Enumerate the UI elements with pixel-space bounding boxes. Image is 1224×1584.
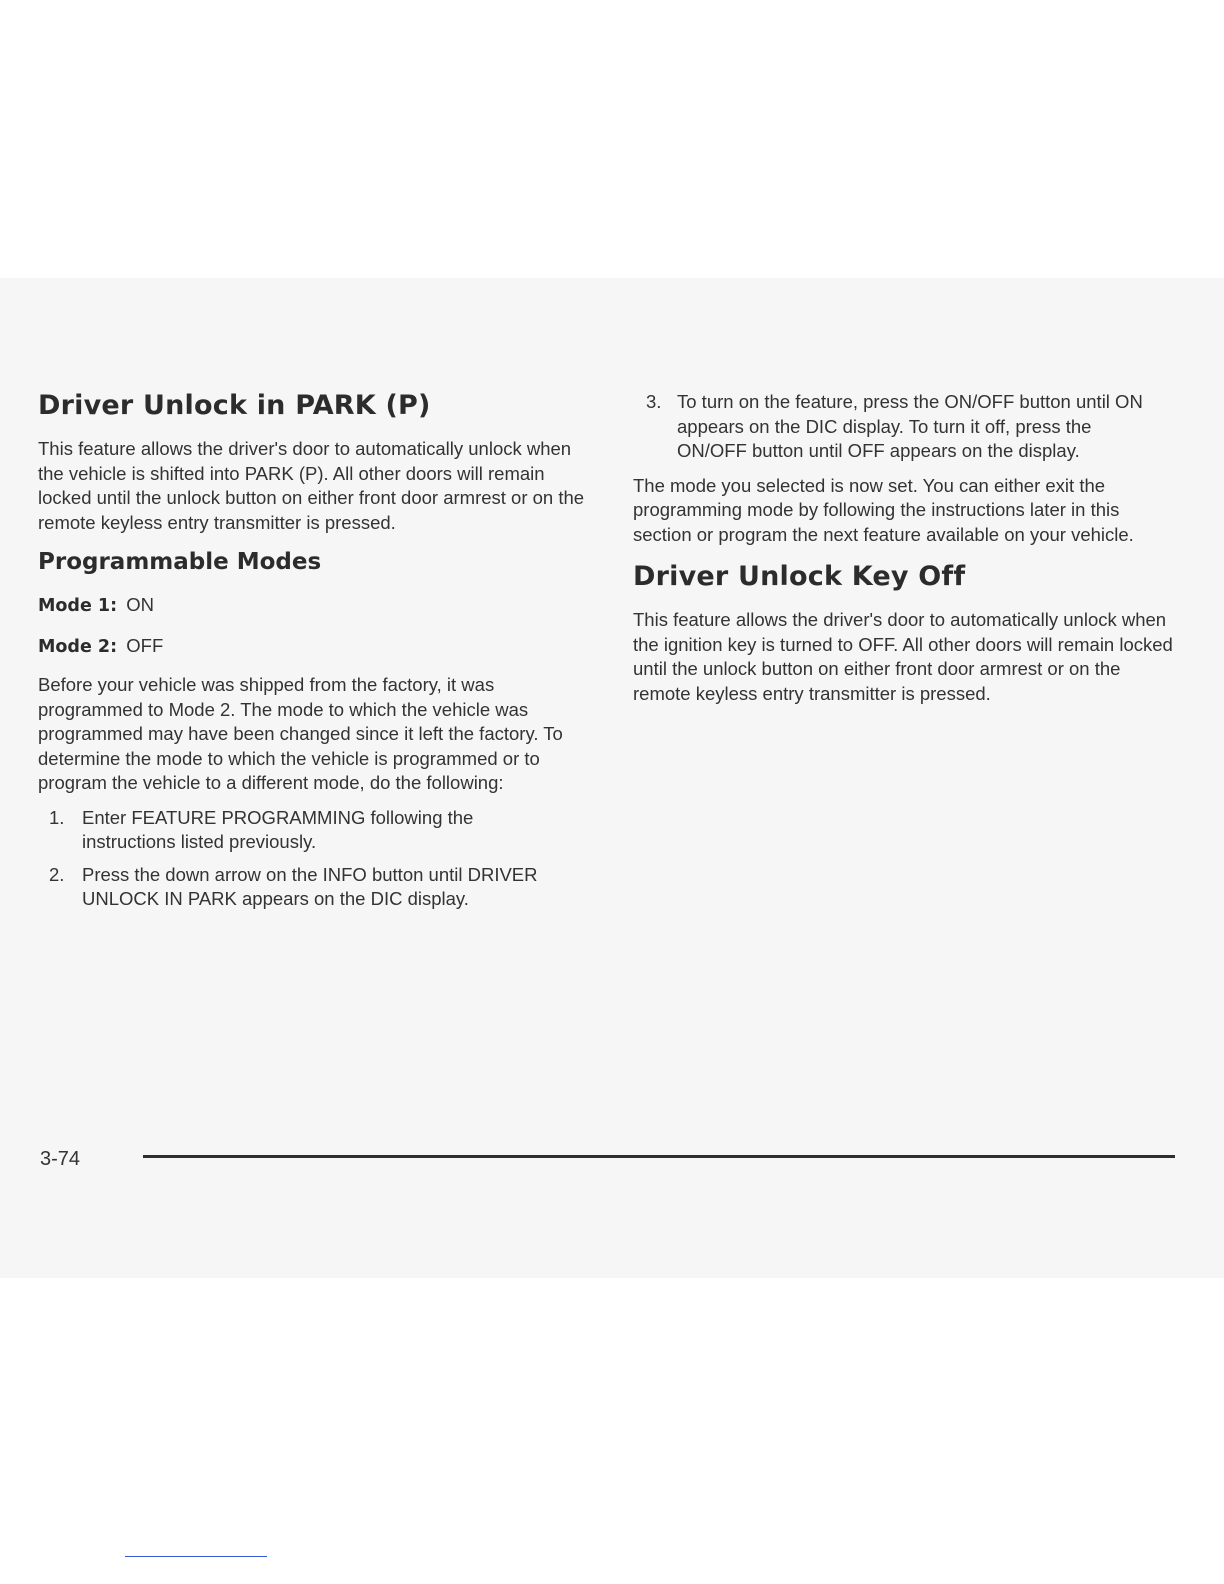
right-column [633, 390, 1181, 706]
list-item [38, 863, 558, 912]
mode-1-value: ON [126, 594, 154, 615]
mode-1-label: Mode 1: [38, 596, 118, 616]
mode-2-line [38, 634, 594, 659]
list-item [633, 390, 1153, 464]
subheading-programmable-modes: Programmable Modes [38, 549, 322, 575]
step-number: 3. [646, 391, 662, 412]
heading-driver-unlock-park: Driver Unlock in PARK (P) [38, 390, 431, 421]
steps-list-left [38, 806, 558, 912]
mode-2-label: Mode 2: [38, 637, 118, 657]
page-number: 3-74 [40, 1148, 81, 1170]
heading-driver-unlock-key-off: Driver Unlock Key Off [633, 561, 966, 592]
factory-mode-paragraph: Before your vehicle was shipped from the factory, it was programmed to Mode 2. The mode to which the vehicle was programmed may have been changed since it left the factory. To determine the mode to which the vehicle is programmed or to program the vehicle to a different mode, do the following: [38, 674, 563, 793]
intro-paragraph: This feature allows the driver's door to automatically unlock when the vehicle is shifted into PARK (P). All other doors will remain locked until the unlock button on either front door armrest or on the remote keyless entry transmitter is pressed. [38, 438, 585, 533]
step-number: 1. [49, 806, 65, 828]
left-column [38, 390, 594, 912]
list-item [38, 806, 558, 855]
step-text: To turn on the feature, press the ON/OFF button until ON appears on the DIC display. To turn it off, press the ON/OFF button until OFF appears on the display. [677, 391, 1143, 461]
mode-2-value: OFF [126, 635, 164, 656]
mode-1-line [38, 593, 594, 618]
step-text: Enter FEATURE PROGRAMMING following the instructions listed previously. [82, 806, 474, 852]
footer-divider [143, 1155, 1175, 1158]
key-off-paragraph: This feature allows the driver's door to automatically unlock when the ignition key is turned to OFF. All other doors will remain locked until the unlock button on either front door armrest or on the remote keyless entry transmitter is pressed. [633, 609, 1173, 704]
step-text: Press the down arrow on the INFO button until DRIVER UNLOCK IN PARK appears on the DIC display. [82, 863, 538, 909]
steps-list-right [633, 390, 1153, 464]
step-number: 2. [49, 863, 65, 885]
mode-set-paragraph: The mode you selected is now set. You can either exit the programming mode by following the instructions later in this section or program the next feature available on your vehicle. [633, 474, 1134, 545]
bottom-underline-divider [125, 1556, 267, 1557]
